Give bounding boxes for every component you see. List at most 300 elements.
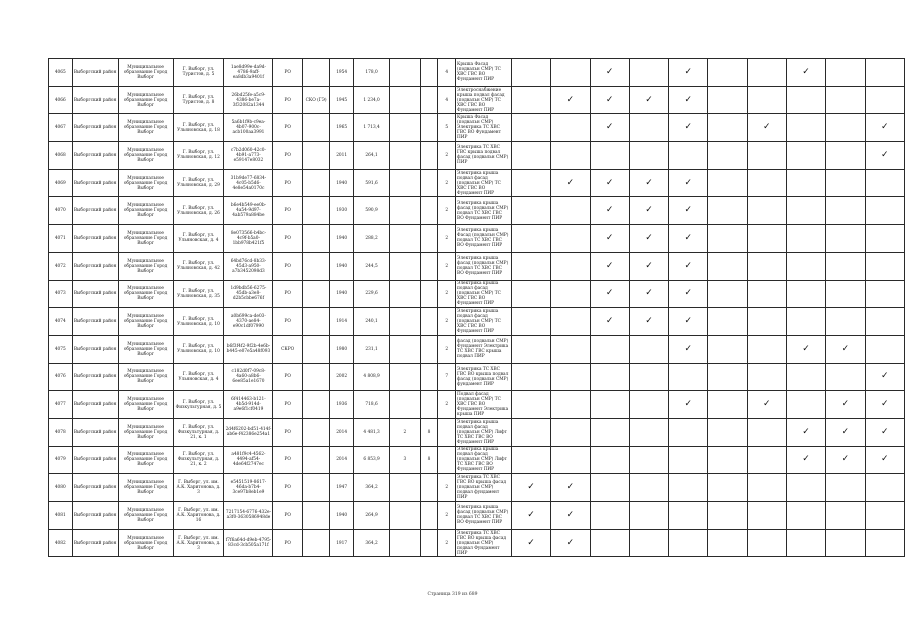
extra-note-cell [302,474,330,502]
floors-cell: 2 [438,335,456,363]
work-type-cell [708,169,747,197]
work-type-cell [786,114,825,142]
work-type-cell [747,446,786,474]
area-cell: 240,1 [353,308,389,336]
address-cell: Г. Выборг, ул. им. А.К. Харитонова, д. 3 [173,474,224,502]
works-list-cell: Электрика крыша подвал фасад (подвальн СМР) Лифт ТС ХВС ГВС ВО Фундамент ПИР [456,446,512,474]
address-cell: Г. Выборг, ул. Ульяновская, д. 10 [173,308,224,336]
work-type-cell [747,418,786,446]
checkmark-icon: ✓ [684,205,693,216]
count-2-cell [420,169,438,197]
extra-note-cell [302,446,330,474]
work-type-cell [826,446,865,474]
work-type-cell [511,418,550,446]
work-type-cell [826,59,865,87]
checkmark-icon: ✓ [684,288,693,299]
municipality-cell: Муниципальное образование Город Выборг [118,391,173,419]
extra-note-cell [302,391,330,419]
fund-source-cell: РО [273,225,302,253]
work-type-cell [629,280,668,308]
work-type-cell [669,252,708,280]
table-row [49,363,905,391]
build-year-cell: 1945 [330,86,354,114]
build-year-cell: 1930 [330,197,354,225]
work-type-cell [865,391,904,419]
area-cell: 4 481,3 [353,418,389,446]
work-type-cell [590,59,629,87]
floors-cell [438,446,456,474]
work-type-cell [629,59,668,87]
area-cell: 6 853,9 [353,446,389,474]
work-type-cell [551,169,590,197]
municipality-cell: Муниципальное образование Город Выборг [118,308,173,336]
work-type-cell [669,225,708,253]
work-type-cell [865,197,904,225]
works-list-cell: Электрика крыша подвал фасад (подвальн СМР) ТС ХВС ГВС ВО Фундамент ПИР [456,169,512,197]
work-type-cell [786,142,825,170]
work-type-cell [669,280,708,308]
work-type-cell [826,197,865,225]
works-list-cell: Крыша Фасад (подвальн СМР) Электрика ТС ХВС ГВС ВО Фундамент ПИР [456,114,512,142]
work-type-cell [590,446,629,474]
work-type-cell [551,142,590,170]
checkmark-icon: ✓ [605,177,614,188]
count-2-cell [420,280,438,308]
work-type-cell [708,363,747,391]
row-id-cell: 4071 [49,225,73,253]
checkmark-icon: ✓ [684,343,693,354]
table-row [49,335,905,363]
extra-note-cell [302,502,330,530]
work-type-cell [511,363,550,391]
checkmark-icon: ✓ [684,399,693,410]
work-type-cell [551,59,590,87]
checkmark-icon: ✓ [684,66,693,77]
extra-note-cell [302,308,330,336]
build-year-cell: 1940 [330,225,354,253]
row-id-cell: 4074 [49,308,73,336]
row-id-cell: 4070 [49,197,73,225]
municipality-cell: Муниципальное образование Город Выборг [118,225,173,253]
build-year-cell: 1940 [330,169,354,197]
work-type-cell [786,280,825,308]
works-list-cell: Электрика ТС ХВС ГВС ВО крыша фасад (подвальн СМР) подвал фундамент ПИР [456,474,512,502]
row-id-cell: 4078 [49,418,73,446]
address-cell: Г. Выборг, ул. Туристов, д. 8 [173,86,224,114]
municipality-cell: Муниципальное образование Город Выборг [118,474,173,502]
work-type-cell [865,59,904,87]
count-1-cell [390,142,420,170]
work-type-cell [826,363,865,391]
checkmark-icon: ✓ [566,537,575,548]
area-cell: 4 808,9 [353,363,389,391]
work-type-cell [629,335,668,363]
district-cell: Выборгский район [72,86,118,114]
checkmark-icon: ✓ [762,122,771,133]
checkmark-icon: ✓ [605,94,614,105]
district-cell: Выборгский район [72,225,118,253]
work-type-cell [865,474,904,502]
work-type-cell [590,529,629,557]
checkmark-icon: ✓ [566,94,575,105]
checkmark-icon: ✓ [605,232,614,243]
work-type-cell [786,252,825,280]
address-cell: Г. Выборг, ул. Ульяновская, д. 29 [173,169,224,197]
checkmark-icon: ✓ [684,122,693,133]
municipality-cell: Муниципальное образование Город Выборг [118,363,173,391]
work-type-cell [629,446,668,474]
municipality-cell: Муниципальное образование Город Выборг [118,86,173,114]
work-type-cell [708,197,747,225]
build-year-cell: 1940 [330,502,354,530]
district-cell: Выборгский район [72,391,118,419]
table-row [49,418,905,446]
work-type-cell [826,86,865,114]
count-1-cell [390,59,420,87]
work-type-cell [747,502,786,530]
build-year-cell: 2011 [330,142,354,170]
work-type-cell [511,446,550,474]
work-type-cell [590,418,629,446]
area-cell: 590,9 [353,197,389,225]
count-2-cell [420,86,438,114]
count-1-cell [390,502,420,530]
work-type-cell [629,529,668,557]
area-cell: 264,9 [353,502,389,530]
work-type-cell [551,308,590,336]
table-row [49,529,905,557]
work-type-cell [511,529,550,557]
work-type-cell [826,474,865,502]
checkmark-icon: ✓ [645,177,653,188]
work-type-cell [786,197,825,225]
work-type-cell [826,418,865,446]
fund-source-cell: РО [273,308,302,336]
fund-source-cell: РО [273,59,302,87]
floors-cell: 2 [438,169,456,197]
work-type-cell [629,391,668,419]
area-cell: 288,2 [353,225,389,253]
count-2-cell [420,197,438,225]
checkmark-icon: ✓ [645,232,653,243]
checkmark-icon: ✓ [684,177,693,188]
district-cell: Выборгский район [72,252,118,280]
floors-cell: 7 [438,363,456,391]
district-cell: Выборгский район [72,446,118,474]
work-type-cell [669,335,708,363]
fund-source-cell: РО [273,446,302,474]
floors-cell: 2 [438,308,456,336]
work-type-cell [708,114,747,142]
checkmark-icon: ✓ [566,509,575,520]
table-row [49,308,905,336]
work-type-cell [551,114,590,142]
work-type-cell [708,335,747,363]
checkmark-icon: ✓ [841,343,850,354]
building-uuid-cell: a481f9c4-4562-4494-af54-4de64f2747ec [224,446,273,474]
work-type-cell [865,252,904,280]
work-type-cell [826,335,865,363]
municipality-cell: Муниципальное образование Город Выборг [118,59,173,87]
table-row [49,474,905,502]
build-year-cell: 1936 [330,391,354,419]
table-row [49,391,905,419]
work-type-cell [826,502,865,530]
extra-note-cell [302,418,330,446]
municipality-cell: Муниципальное образование Город Выборг [118,252,173,280]
address-cell: Г. Выборг, ул. Туристов, д. 5 [173,59,224,87]
work-type-cell [747,391,786,419]
build-year-cell: 2002 [330,363,354,391]
fund-source-cell: РО [273,391,302,419]
municipality-cell: Муниципальное образование Город Выборг [118,169,173,197]
count-1-cell [390,529,420,557]
work-type-cell [669,363,708,391]
table-row [49,446,905,474]
work-type-cell [669,391,708,419]
checkmark-icon: ✓ [880,149,889,160]
municipality-cell: Муниципальное образование Город Выборг [118,142,173,170]
floors-cell: 5 [438,114,456,142]
floors-cell: 2 [438,252,456,280]
count-1-cell [390,169,420,197]
checkmark-icon: ✓ [566,482,575,493]
work-type-cell [708,446,747,474]
work-type-cell [865,502,904,530]
work-type-cell [786,308,825,336]
building-uuid-cell: c7b2d060-42c0-4b91-a773-e59147e8032 [224,142,273,170]
count-2-cell [420,114,438,142]
work-type-cell [865,335,904,363]
work-type-cell [786,474,825,502]
work-type-cell [708,59,747,87]
row-id-cell: 4069 [49,169,73,197]
work-type-cell [669,197,708,225]
work-type-cell [747,86,786,114]
checkmark-icon: ✓ [841,399,850,410]
count-1-cell [390,363,420,391]
count-1-cell [390,114,420,142]
works-list-cell: Электрика ТС ХВС ГВС крыша подвал фасад (подвальн СМР) ПИР [456,142,512,170]
work-type-cell [590,335,629,363]
count-1-cell [390,280,420,308]
build-year-cell: 1947 [330,474,354,502]
work-type-cell [708,391,747,419]
district-cell: Выборгский район [72,114,118,142]
work-type-cell [551,225,590,253]
municipality-cell: Муниципальное образование Город Выборг [118,335,173,363]
checkmark-icon: ✓ [566,177,575,188]
row-id-cell: 4065 [49,59,73,87]
address-cell: Г. Выборг, ул. Физкультурная, д. 5 [173,391,224,419]
count-2-cell: 8 [420,418,438,446]
checkmark-icon: ✓ [684,94,693,105]
work-type-cell [747,529,786,557]
checkmark-icon: ✓ [605,288,614,299]
work-type-cell [551,418,590,446]
row-id-cell: 4067 [49,114,73,142]
address-cell: Г. Выборг, ул. Физкультурная, д. 21, к. 1 [173,418,224,446]
works-list-cell: Электрика крыша подвал фасад (подвальн СМР) ТС ХВС ГВС ВО Фундамент ПИР [456,308,512,336]
table-row [49,169,905,197]
extra-note-cell [302,114,330,142]
work-type-cell [669,446,708,474]
works-list-cell: Электроснабжение крыша подвал фасад (подвальн СМР) ТС ХВС ГВС ВО Фундамент ПИР [456,86,512,114]
work-type-cell [708,142,747,170]
work-type-cell [590,197,629,225]
building-uuid-cell: 64bd76cd-8b33-45d3-a950-a7b3452098d3 [224,252,273,280]
work-type-cell [551,391,590,419]
work-type-cell [786,418,825,446]
area-cell: 364,2 [353,529,389,557]
work-type-cell [629,502,668,530]
count-1-cell [390,86,420,114]
count-2-cell [420,474,438,502]
area-cell: 264,1 [353,142,389,170]
work-type-cell [747,142,786,170]
work-type-cell [826,391,865,419]
fund-source-cell: РО [273,502,302,530]
work-type-cell [786,391,825,419]
floors-cell: 2 [438,142,456,170]
fund-source-cell: РО [273,252,302,280]
build-year-cell: 1954 [330,59,354,87]
checkmark-icon: ✓ [605,316,614,327]
checkmark-icon: ✓ [645,316,653,327]
floors-cell: 2 [438,280,456,308]
count-2-cell [420,529,438,557]
work-type-cell [865,529,904,557]
checkmark-icon: ✓ [645,260,653,271]
work-type-cell [826,142,865,170]
work-type-cell [708,529,747,557]
row-id-cell: 4081 [49,502,73,530]
work-type-cell [669,86,708,114]
work-type-cell [747,280,786,308]
area-cell: 229,6 [353,280,389,308]
work-type-cell [747,474,786,502]
work-type-cell [511,86,550,114]
count-2-cell [420,363,438,391]
floors-cell: 2 [438,502,456,530]
table-row [49,252,905,280]
works-list-cell: Электрика крыша подвал фасад (подвальн СМР) Лифт ТС ХВС ГВС ВО Фундамент ПИР [456,418,512,446]
table-row [49,280,905,308]
address-cell: Г. Выборг, ул. Ульяновская, д. 26 [173,197,224,225]
checkmark-icon: ✓ [880,399,889,410]
checkmark-icon: ✓ [880,371,889,382]
table-row [49,225,905,253]
work-type-cell [590,474,629,502]
checkmark-icon: ✓ [802,343,810,354]
work-type-cell [590,114,629,142]
district-cell: Выборгский район [72,363,118,391]
work-type-cell [826,114,865,142]
table-row [49,86,905,114]
count-2-cell [420,59,438,87]
work-type-cell [551,252,590,280]
works-list-cell: Электрика крыша фасад (подвальн СМР) подвал ТС ХВС ГВС ВО Фундамент ПИР [456,252,512,280]
work-type-cell [551,335,590,363]
municipality-cell: Муниципальное образование Город Выборг [118,197,173,225]
work-type-cell [629,86,668,114]
count-1-cell [390,474,420,502]
work-type-cell [511,280,550,308]
count-1-cell [390,391,420,419]
building-uuid-cell: b6f3f4f2-9f2b-4e6b-b445-e07e5a48f093 [224,335,273,363]
work-type-cell [669,308,708,336]
work-type-cell [511,391,550,419]
work-type-cell [629,114,668,142]
district-cell: Выборгский район [72,59,118,87]
extra-note-cell [302,142,330,170]
district-cell: Выборгский район [72,280,118,308]
area-cell: 1 234,0 [353,86,389,114]
work-type-cell [551,446,590,474]
row-id-cell: 4075 [49,335,73,363]
checkmark-icon: ✓ [645,205,653,216]
capital-repair-table [48,58,905,557]
work-type-cell [708,308,747,336]
works-list-cell: Электрика крыша фасад (подвальн СМР) подвал ТС ХВС ГВС ВО Фундамент ПИР [456,197,512,225]
count-1-cell: 2 [390,418,420,446]
work-type-cell [551,474,590,502]
work-type-cell [708,225,747,253]
municipality-cell: Муниципальное образование Город Выборг [118,529,173,557]
work-type-cell [629,197,668,225]
work-type-cell [669,142,708,170]
checkmark-icon: ✓ [802,426,810,437]
fund-source-cell: РО [273,169,302,197]
work-type-cell [629,169,668,197]
work-type-cell [590,502,629,530]
work-type-cell [865,308,904,336]
district-cell: Выборгский район [72,335,118,363]
building-uuid-cell: 26bd25fe-a5c9-4386-be7a-3f32082a1344 [224,86,273,114]
works-list-cell: Электрика ТС ХВС ГВС ВО крыша фасад (подвальн СМР) подвал Фундамент ПИР [456,529,512,557]
count-2-cell: 8 [420,446,438,474]
build-year-cell: 1965 [330,114,354,142]
work-type-cell [511,59,550,87]
area-cell: 231,1 [353,335,389,363]
checkmark-icon: ✓ [684,260,693,271]
work-type-cell [786,59,825,87]
count-2-cell [420,225,438,253]
work-type-cell [865,446,904,474]
work-type-cell [590,252,629,280]
work-type-cell [865,142,904,170]
work-type-cell [629,252,668,280]
work-type-cell [669,529,708,557]
table-row [49,502,905,530]
work-type-cell [669,114,708,142]
extra-note-cell [302,59,330,87]
extra-note-cell [302,529,330,557]
building-uuid-cell: e5451519-8617-46da-b7b4-3ce97b8eb1e9 [224,474,273,502]
extra-note-cell [302,280,330,308]
checkmark-icon: ✓ [527,509,535,520]
extra-note-cell: СКО (ГЭ) [302,86,330,114]
area-cell: 178,0 [353,59,389,87]
checkmark-icon: ✓ [880,426,889,437]
count-2-cell [420,502,438,530]
work-type-cell [747,308,786,336]
build-year-cell: 1940 [330,280,354,308]
work-type-cell [747,252,786,280]
works-list-cell: Электрика крыша Фасад (подвальн СМР) подвал ТС ХВС ГВС ВО Фундамент ПИР [456,225,512,253]
work-type-cell [708,86,747,114]
work-type-cell [786,529,825,557]
